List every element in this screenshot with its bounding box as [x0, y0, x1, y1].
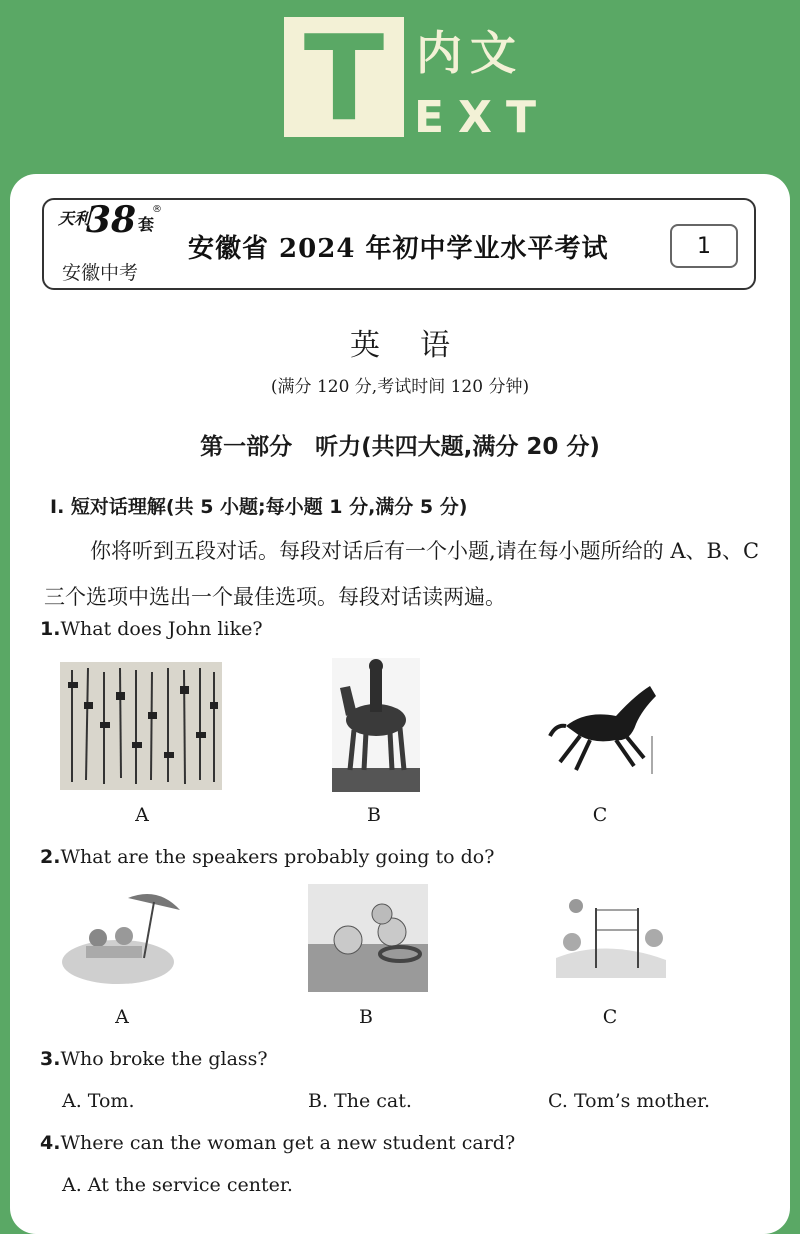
question-number: 1. [40, 618, 61, 640]
header-title-en: EXT [414, 92, 550, 143]
horse-statue-image [332, 658, 420, 792]
logo-brand: 天利 [58, 209, 91, 228]
option-label: A [115, 1006, 129, 1028]
subject-title: 英语 [350, 328, 490, 363]
logo-number: 38 [86, 199, 137, 241]
part-heading: 第一部分 听力(共四大题,满分 20 分) [200, 434, 600, 460]
question-2 [40, 846, 494, 868]
option-label: B [359, 1006, 373, 1028]
option-b: B. The cat. [308, 1090, 412, 1112]
logo-suffix: 套 [138, 215, 155, 234]
option-label: B [367, 804, 381, 826]
option-a: A. Tom. [62, 1090, 135, 1112]
swimming-image [308, 884, 428, 992]
header-title-cn: 内文 [416, 26, 524, 80]
option-label: C [602, 1006, 618, 1028]
question-text: Where can the woman get a new student card? [60, 1132, 516, 1154]
question-number: 2. [40, 846, 61, 868]
beach-image [58, 888, 186, 988]
registered-mark: ® [152, 204, 162, 215]
subject-note: (满分 120 分,考试时间 120 分钟) [270, 377, 530, 397]
header-logo-block [284, 9, 404, 147]
question-text: What are the speakers probably going to do? [60, 846, 495, 868]
option-a: A. At the service center. [62, 1174, 293, 1196]
logo-subtitle: 安徽中考 [62, 262, 139, 284]
option-c: C. Tom’s mother. [548, 1090, 711, 1112]
option-label: C [592, 804, 608, 826]
volleyball-image [546, 888, 672, 992]
header-big-letter: T [303, 9, 385, 147]
instructions: 你将听到五段对话。每段对话后有一个小题,请在每小题所给的 A、B、C 三个选项中选出一个最佳选项。每段对话读两遍。 [44, 539, 760, 609]
question-1 [40, 618, 263, 640]
question-4 [40, 1132, 515, 1154]
question-number: 3. [40, 1048, 61, 1070]
exam-title: 安徽省 2024 年初中学业水平考试 [188, 234, 609, 264]
horse-painting-image [546, 666, 664, 788]
document-card [10, 174, 790, 1234]
question-number: 4. [40, 1132, 61, 1154]
section-heading: I. 短对话理解(共 5 小题;每小题 1 分,满分 5 分) [50, 496, 468, 518]
question-text: Who broke the glass? [60, 1048, 268, 1070]
question-3 [40, 1048, 268, 1070]
exam-banner [42, 198, 756, 290]
calligraphy-image [60, 662, 222, 790]
paper-number: 1 [670, 224, 738, 268]
option-label: A [135, 804, 149, 826]
question-text: What does John like? [60, 618, 263, 640]
